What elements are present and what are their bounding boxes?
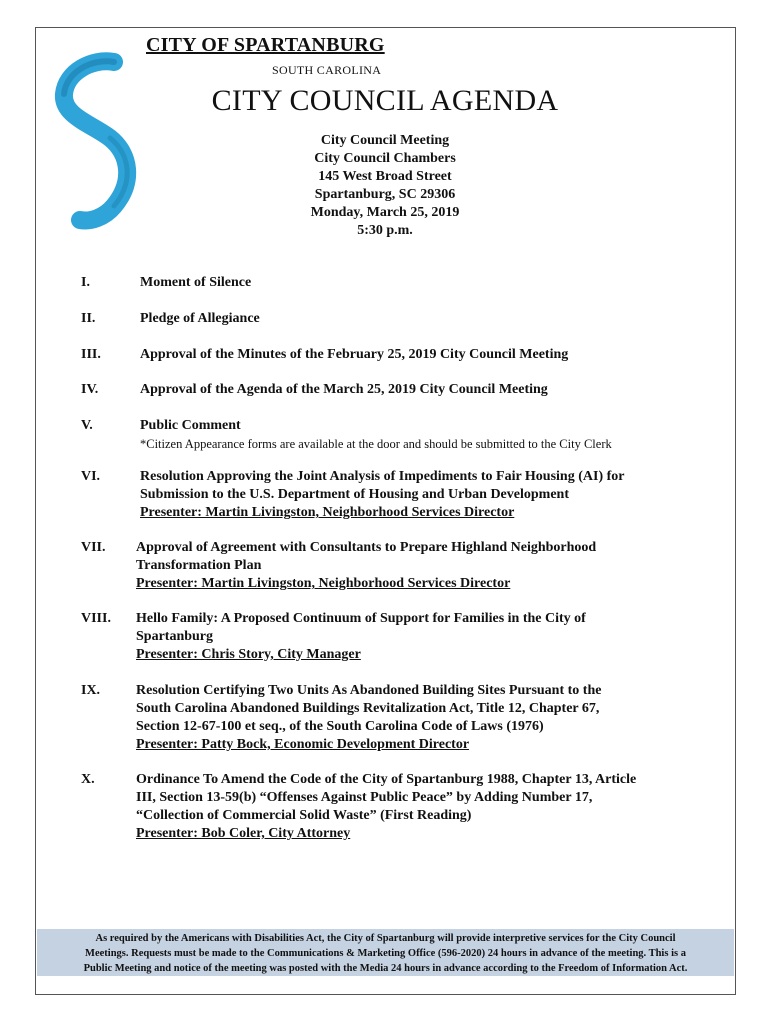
item-number: IV.: [81, 382, 99, 397]
ada-notice-line: As required by the Americans with Disabilities Act, the City of Spartanburg will provide interpretive services for the City Council: [95, 933, 676, 944]
item-title-line: Ordinance To Amend the Code of the City of Spartanburg 1988, Chapter 13, Article: [136, 772, 637, 787]
item-number: X.: [81, 772, 95, 787]
item-title: Moment of Silence: [140, 275, 252, 290]
meeting-info: [185, 132, 585, 240]
spartanburg-s-logo: [52, 50, 144, 230]
item-title-line: Resolution Certifying Two Units As Abandoned Building Sites Pursuant to the: [136, 683, 602, 698]
meeting-location: City Council Chambers: [314, 151, 456, 166]
item-title-line: Transformation Plan: [136, 558, 262, 573]
item-title: Approval of the Minutes of the February 25, 2019 City Council Meeting: [140, 347, 569, 362]
item-title-line: Hello Family: A Proposed Continuum of Support for Families in the City of: [136, 611, 586, 626]
item-number: V.: [81, 418, 93, 433]
item-presenter: Presenter: Chris Story, City Manager: [136, 647, 361, 662]
item-number: I.: [81, 275, 90, 290]
meeting-city-state-zip: Spartanburg, SC 29306: [314, 187, 456, 202]
item-title-line: “Collection of Commercial Solid Waste” (First Reading): [136, 808, 472, 823]
item-presenter: Presenter: Martin Livingston, Neighborhood Services Director: [140, 505, 515, 520]
item-title-line: Spartanburg: [136, 629, 214, 644]
item-title-line: Resolution Approving the Joint Analysis of Impediments to Fair Housing (AI) for: [140, 469, 625, 484]
meeting-date: Monday, March 25, 2019: [310, 205, 460, 220]
item-title: Public Comment: [140, 418, 241, 433]
item-title-line: South Carolina Abandoned Buildings Revitalization Act, Title 12, Chapter 67,: [136, 701, 600, 716]
item-title: Approval of the Agenda of the March 25, 2019 City Council Meeting: [140, 382, 548, 397]
state-name: SOUTH CAROLINA: [272, 63, 382, 77]
item-title: Pledge of Allegiance: [140, 311, 260, 326]
item-title-line: Section 12-67-100 et seq., of the South Carolina Code of Laws (1976): [136, 719, 544, 734]
item-number: VIII.: [81, 611, 111, 626]
meeting-street: 145 West Broad Street: [318, 169, 452, 184]
item-presenter: Presenter: Patty Bock, Economic Development Director: [136, 737, 470, 752]
ada-notice-line: Meetings. Requests must be made to the Communications & Marketing Office (596-2020) 24 hours in advance of the meeting. This is a: [85, 948, 686, 959]
item-presenter: Presenter: Bob Coler, City Attorney: [136, 826, 351, 841]
item-number: II.: [81, 311, 96, 326]
item-title-line: III, Section 13-59(b) “Offenses Against Public Peace” by Adding Number 17,: [136, 790, 593, 805]
item-number: VII.: [81, 540, 106, 555]
meeting-time: 5:30 p.m.: [357, 223, 413, 238]
item-note: *Citizen Appearance forms are available at the door and should be submitted to the City Clerk: [140, 437, 612, 451]
item-title-line: Approval of Agreement with Consultants to Prepare Highland Neighborhood: [136, 540, 597, 555]
item-presenter: Presenter: Martin Livingston, Neighborhood Services Director: [136, 576, 511, 591]
city-name: CITY OF SPARTANBURG: [146, 34, 385, 56]
item-number: IX.: [81, 683, 101, 698]
meeting-name: City Council Meeting: [320, 133, 450, 148]
item-number: VI.: [81, 469, 101, 484]
agenda-title: CITY COUNCIL AGENDA: [211, 84, 559, 117]
ada-notice-line: Public Meeting and notice of the meeting was posted with the Media 24 hours in advance according to the Freedom of Information Act.: [83, 963, 688, 974]
ada-notice: [37, 929, 734, 976]
item-number: III.: [81, 347, 101, 362]
item-title-line: Submission to the U.S. Department of Housing and Urban Development: [140, 487, 569, 502]
